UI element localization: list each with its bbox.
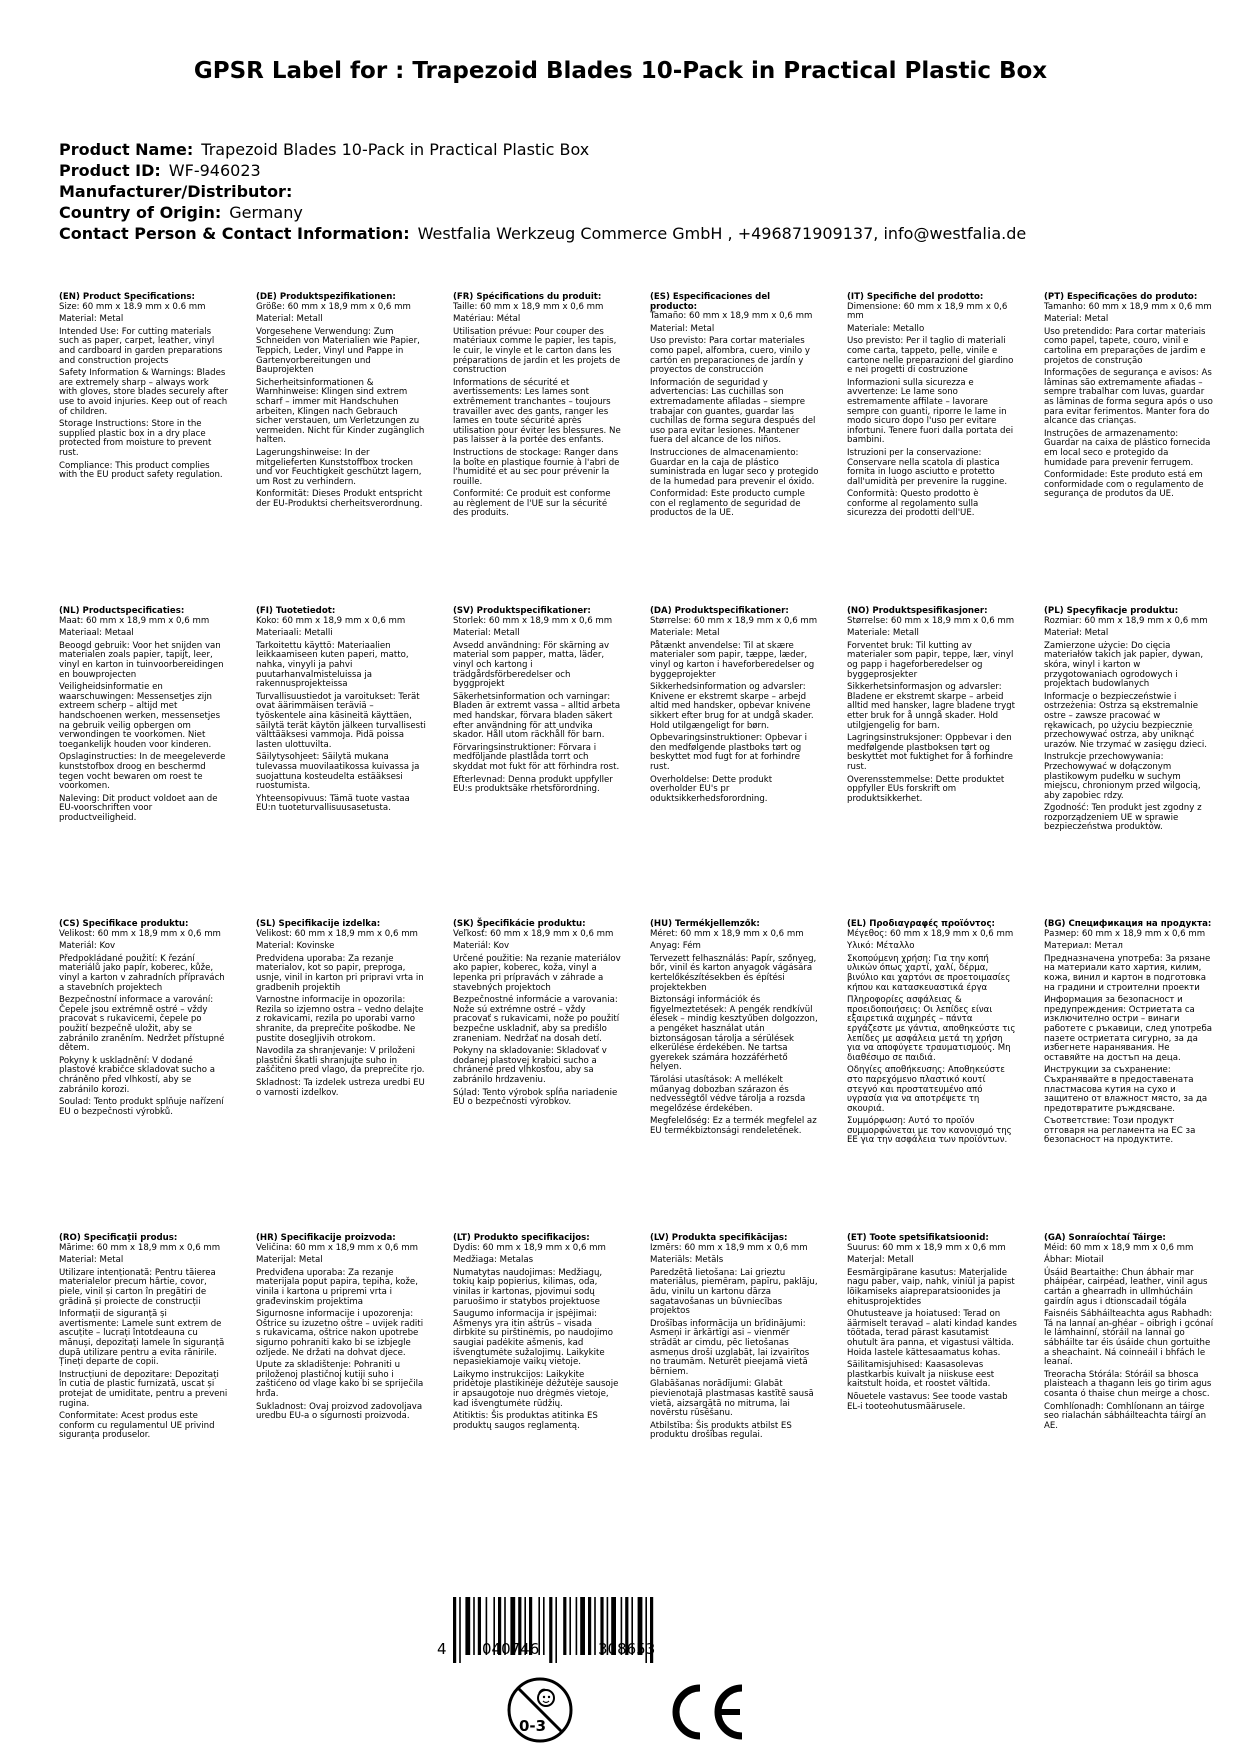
language-heading: (RO) Specificații produs: <box>59 1233 178 1243</box>
language-block <box>847 607 1017 807</box>
language-block <box>256 607 426 817</box>
barcode-bar <box>569 1597 571 1655</box>
language-heading: (NO) Produktspesifikasjoner: <box>847 606 988 616</box>
language-paragraph: Opbevaringsinstruktioner: Opbevar i den medfølgende plastboks tørt og beskyttet mod fugt for at forhindre rust. <box>650 733 807 772</box>
language-paragraph: Materiale: Metall <box>847 628 919 639</box>
language-paragraph: Velikost: 60 mm x 18,9 mm x 0,6 mm <box>59 928 221 939</box>
language-paragraph: Conformità: Questo prodotto è conforme al regolamento sulla sicurezza dei prodotti dell'UE. <box>847 489 979 519</box>
language-paragraph: Materiale: Metal <box>650 628 720 639</box>
language-paragraph: Μέγεθος: 60 mm x 18,9 mm x 0,6 mm <box>847 928 1014 939</box>
language-paragraph: Saugumo informacija ir įspėjimai: Ašmenys yra itin aštrūs – visada dirbkite su pirštinėmis, po naudojimo saugiai padėkite ašmenis, kad išvengtumėte sužalojimų. Laikykite nepasiekiamoje vaikų vietoje. <box>453 1309 614 1368</box>
language-paragraph: Glabāšanas norādījumi: Glabāt pievienotajā plastmasas kastītē sausā vietā, aizsargātā no mitruma, lai novērstu rūsēšanu. <box>650 1379 814 1419</box>
product-id-value: WF-946023 <box>168 161 261 180</box>
language-paragraph: Biztonsági információk és figyelmeztetések: A pengék rendkívül élesek – mindig kesztyűben dolgozzon, a pengéket használat után biztonságosan tárolja a sérülések elkerülése érdekében. Ne tartsa gyerekek számára hozzáférhető helyen. <box>650 995 818 1073</box>
language-paragraph: Påtænkt anvendelse: Til at skære materialer som papir, tæppe, læder, vinyl og karton i haveforberedelser og byggeprojekter <box>650 640 815 680</box>
language-paragraph: Méid: 60 mm x 18,9 mm x 0,6 mm <box>1044 1242 1194 1253</box>
language-paragraph: Matériau: Métal <box>453 314 521 325</box>
language-paragraph: Súlad: Tento výrobok spĺňa nariadenie EÚ o bezpečnosti výrobkov. <box>453 1087 618 1108</box>
language-heading: (SL) Specifikacije izdelka: <box>256 919 381 929</box>
language-heading: (PL) Specyfikacje produktu: <box>1044 606 1179 616</box>
language-paragraph: Predvidena uporaba: Za rezanje materialov, kot so papir, preproga, usnje, vinil in karton pri pripravi vrta in gradbenih projektih <box>256 953 424 993</box>
language-paragraph: Información de seguridad y advertencias: Las cuchillas son extremadamente afiladas – siempre trabajar con guantes, guardar las cuchillas de forma segura después del uso para evitar lesiones. Mantener fuera del alcance de los niños. <box>650 377 816 446</box>
language-block <box>650 920 820 1139</box>
language-paragraph: Instrucțiuni de depozitare: Depozitați în cutia de plastic furnizată, uscat și protejat de umiditate, pentru a preveni rugina. <box>59 1369 228 1409</box>
language-paragraph: Conformidad: Este producto cumple con el reglamento de seguridad de productos de la UE. <box>650 489 805 519</box>
language-heading: (IT) Specifiche del prodotto: <box>847 292 984 302</box>
barcode-bar <box>576 1597 578 1655</box>
language-block <box>453 920 623 1111</box>
language-paragraph: Σκοπούμενη χρήση: Για την κοπή υλικών όπως χαρτί, χαλί, δέρμα, βινύλιο και χαρτόνι σε προετοιμασίες κήπου και κατασκευαστικά έργα <box>847 953 1011 993</box>
language-heading: (DE) Produktspezifikationen: <box>256 292 396 302</box>
language-paragraph: Upute za skladištenje: Pohraniti u priloženoj plastičnoj kutiji suho i zaštićeno od vlage kako bi se spriječila hrđa. <box>256 1360 424 1399</box>
language-paragraph: Materjal: Metall <box>847 1255 914 1266</box>
barcode-bar <box>459 1597 461 1663</box>
language-paragraph: Zgodność: Ten produkt jest zgodny z rozporządzeniem UE w sprawie bezpieczeństwa produktów. <box>1044 803 1202 833</box>
manufacturer-row <box>59 181 1026 202</box>
language-block <box>59 293 229 484</box>
country-value: Germany <box>229 203 303 222</box>
language-paragraph: Πληροφορίες ασφάλειας & προειδοποιήσεις: Οι λεπίδες είναι εξαιρετικά αιχμηρές – πάντα εργάζεστε με γάντια, αποθηκεύστε τις λεπίδες με ασφάλεια μετά τη χρήση για να αποφύγετε τραυματισμούς. Μη διαθέσιμο σε παιδιά. <box>847 995 1016 1063</box>
country-label: Country of Origin: <box>59 203 222 222</box>
language-paragraph: Materiāls: Metāls <box>650 1255 724 1266</box>
page-title: GPSR Label for : Trapezoid Blades 10-Pack in Practical Plastic Box <box>193 58 1048 84</box>
age-0-3-prohibited-icon <box>506 1676 574 1744</box>
language-paragraph: Tamaño: 60 mm x 18,9 mm x 0,6 mm <box>650 311 813 322</box>
language-paragraph: Instrukcje przechowywania: Przechowywać w dołączonym plastikowym pudełku w suchym miejscu, chronionym przed wilgocią, aby zapobiec rdzy. <box>1044 752 1201 801</box>
language-paragraph: Efterlevnad: Denna produkt uppfyller EU:s produktsäke rhetsförordning. <box>453 774 613 795</box>
language-block <box>1044 607 1214 836</box>
language-heading: (ES) Especificaciones del producto: <box>650 292 771 312</box>
barcode-bar <box>473 1597 475 1655</box>
language-paragraph: Säkerhetsinformation och varningar: Bladen är extremt vassa – alltid arbeta med handskar, förvara bladen säkert efter användning för att undvika skador. Håll utom räckhåll för barn. <box>453 691 621 741</box>
barcode-digits-left: 040746 <box>482 1640 540 1658</box>
language-block <box>59 920 229 1120</box>
language-paragraph: Informacje o bezpieczeństwie i ostrzeżenia: Ostrza są ekstremalnie ostre – zawsze pracować w rękawicach, po użyciu bezpiecznie przechowywać ostrza, aby uniknąć urazów. Nie trzymać w zasięgu dzieci. <box>1044 691 1207 750</box>
language-paragraph: Úsáid Beartaithe: Chun ábhair mar pháipéar, cairpéad, leather, vinil agus cartán a ghearradh in ullmhúcháin gairdín agus i dtionscadail tógála <box>1044 1267 1208 1307</box>
language-paragraph: Οδηγίες αποθήκευσης: Αποθηκεύστε στο παρεχόμενο πλαστικό κουτί στεγνό και προστατευμένο από υγρασία για να αποτρέψετε τη σκουριά. <box>847 1065 1005 1114</box>
language-paragraph: Material: Metal <box>1044 314 1109 325</box>
language-paragraph: Safety Information & Warnings: Blades are extremely sharp – always work with gloves, store blades securely after use to avoid injuries. Keep out of reach of children. <box>59 368 229 417</box>
barcode-bar <box>549 1597 552 1663</box>
barcode-bar <box>543 1597 545 1655</box>
language-block <box>1044 1234 1214 1434</box>
language-paragraph: Size: 60 mm x 18.9 mm x 0.6 mm <box>59 301 206 312</box>
language-paragraph: Megfelelőség: Ez a termék megfelel az EU termékbiztonsági rendeletének. <box>650 1116 817 1136</box>
language-paragraph: Sigurnosne informacije i upozorenja: Oštrice su izuzetno oštre – uvijek raditi s rukavicama, oštrice nakon upotrebe sigurno pohraniti kako bi se izbjegle ozljede. Ne držati na dohvat djece. <box>256 1309 424 1358</box>
language-block <box>650 1234 820 1444</box>
language-block <box>453 1234 623 1434</box>
language-paragraph: Opslaginstructies: In de meegeleverde kunststofbox droog en beschermd tegen vocht bewaren om roest te voorkomen. <box>59 752 226 792</box>
language-block <box>1044 293 1214 503</box>
language-paragraph: Anyag: Fém <box>650 941 701 952</box>
language-paragraph: Съответствие: Този продукт отговаря на регламента на ЕС за безопасност на продуктите. <box>1044 1116 1196 1146</box>
language-paragraph: Material: Metal <box>59 314 124 325</box>
language-paragraph: Materiaali: Metalli <box>256 628 333 639</box>
language-paragraph: Utilisation prévue: Pour couper des matériaux comme le papier, les tapis, le cuir, le vinyle et le carton dans les préparations de jardin et les projets de construction <box>453 326 621 376</box>
language-paragraph: Předpokládané použití: K řezání materiálů jako papír, koberec, kůže, vinyl a karton v zahradních přípravách a stavebních projektech <box>59 953 225 993</box>
language-paragraph: Laikymo instrukcijos: Laikykite pridėtoje plastikinėje dėžutėje sausoje ir apsaugotoje nuo drėgmės vietoje, kad išvengtumėte rūdžių. <box>453 1369 619 1409</box>
language-paragraph: Material: Metal <box>650 323 715 334</box>
language-paragraph: Overensstemmelse: Dette produktet oppfyller EUs forskrift om produktsikkerhet. <box>847 774 1005 804</box>
language-paragraph: Storage Instructions: Store in the supplied plastic box in a dry place protected from moisture to prevent rust. <box>59 419 212 458</box>
language-paragraph: Инструкции за съхранение: Съхранявайте в предоставената пластмасова кутия на сухо и защитено от влажност място, за да предотвратите ръждясване. <box>1044 1065 1208 1114</box>
language-block <box>847 293 1017 522</box>
barcode-bar <box>478 1597 481 1655</box>
language-heading: (PT) Especificações do produto: <box>1044 292 1198 302</box>
language-paragraph: Conformitate: Acest produs este conform cu regulamentul UE privind siguranța produselor. <box>59 1411 215 1441</box>
language-paragraph: Информация за безопасност и предупреждения: Остриетата са изключително остри – винаги работете с ръкавици, след употреба пазете остриетата сигурно, за да избегнете наранявания. Не оставяйте на достъп на деца. <box>1044 995 1213 1063</box>
language-paragraph: Varnostne informacije in opozorila: Rezila so izjemno ostra – vedno delajte z rokavicami, rezila po uporabi varno shranite, da preprečite poškodbe. Ne pustite dosegljivih otrokom. <box>256 995 424 1044</box>
product-id-label: Product ID: <box>59 161 161 180</box>
language-block <box>256 1234 426 1425</box>
language-paragraph: Veľkosť: 60 mm x 18,9 mm x 0,6 mm <box>453 928 614 939</box>
language-paragraph: Materiaal: Metaal <box>59 628 134 639</box>
svg-text:0-3: 0-3 <box>519 1717 547 1735</box>
language-block <box>847 1234 1017 1415</box>
language-block <box>59 607 229 826</box>
language-paragraph: Informações de segurança e avisos: As lâminas são extremamente afiadas – sempre trabalhar com luvas, guardar as lâminas de forma segura após o uso para evitar ferimentos. Manter fora do alcance das crianças. <box>1044 368 1213 427</box>
language-paragraph: Forventet bruk: Til kutting av materialer som papir, teppe, lær, vinyl og papp i hageforberedelser og byggeprosjekter <box>847 640 1014 680</box>
barcode-digits-right: 308653 <box>598 1640 656 1658</box>
language-paragraph: Uso previsto: Para cortar materiales como papel, alfombra, cuero, vinilo y cartón en preparaciones de jardín y proyectos de construcción <box>650 336 810 376</box>
language-heading: (GA) Sonraíochtaí Táirge: <box>1044 1233 1166 1243</box>
language-block <box>1044 920 1214 1149</box>
language-paragraph: Размер: 60 mm x 18,9 mm x 0,6 mm <box>1044 928 1206 939</box>
language-paragraph: Numatytas naudojimas: Medžiagų, tokių kaip popierius, kilimas, oda, vinilas ir kartonas, pjovimui sodų paruošimo ir statybos projektuose <box>453 1267 603 1307</box>
country-row <box>59 202 1026 223</box>
language-block <box>650 607 820 807</box>
manufacturer-label: Manufacturer/Distributor: <box>59 182 293 201</box>
barcode-bar <box>563 1597 566 1655</box>
language-paragraph: Izmērs: 60 mm x 18,9 mm x 0,6 mm <box>650 1242 808 1253</box>
language-block <box>847 920 1017 1149</box>
product-info <box>59 139 1026 244</box>
language-paragraph: Sikkerhedsinformation og advarsler: Knivene er ekstremt skarpe – arbejd altid med handsker, opbevar knivene sikkert efter brug for at undgå skader. Hold utilgængeligt for børn. <box>650 682 814 731</box>
language-paragraph: Material: Metal <box>59 1255 124 1266</box>
language-paragraph: Предназначена употреба: За рязане на материали като хартия, килим, кожа, винил и картон в подготовка на градини и строителни проекти <box>1044 953 1211 993</box>
barcode-bar <box>555 1597 557 1663</box>
language-block <box>59 1234 229 1444</box>
language-paragraph: Nõuetele vastavus: See toode vastab EL-i tooteohutusmäärusele. <box>847 1391 1008 1412</box>
language-paragraph: Ohutusteave ja hoiatused: Terad on äärmiselt teravad – alati kindad kandes töötada, terad pärast kasutamist ohutult ära panna, et vigastusi vältida. Hoida lastele kättesaamatus kohas. <box>847 1309 1017 1358</box>
language-paragraph: Comhlíonadh: Comhlíonann an táirge seo rialachán sábháilteachta táirgí an AE. <box>1044 1401 1207 1431</box>
language-paragraph: Pokyny k uskladnění: V dodané plastové krabičce skladovat sucho a chráněno před vlhkostí, aby se zabránilo korozi. <box>59 1055 216 1095</box>
language-paragraph: Tarkoitettu käyttö: Materiaalien leikkaamiseen kuten paperi, matto, nahka, vinyyli ja pahvi puutarhanvalmisteluissa ja rakennusprojekteissa <box>256 640 409 690</box>
language-paragraph: Bezpečnostní informace a varování: Čepele jsou extrémně ostré – vždy pracovat s rukavicemi, čepele po použití bezpečně uložit, aby se zabránilo zraněním. Nedržet přístupné dětem. <box>59 995 225 1054</box>
language-paragraph: Faisnéis Sábháilteachta agus Rabhadh: Tá na lannaí an-ghéar – oibrigh i gcónaí le lámhainní, stóráil na lannaí go sábháilte tar éis úsáide chun gortuithe a sheachaint. Ná coinneáil i bhfách le leanaí. <box>1044 1309 1214 1368</box>
language-paragraph: Dydis: 60 mm x 18,9 mm x 0,6 mm <box>453 1242 606 1253</box>
language-paragraph: Lagringsinstruksjoner: Oppbevar i den medfølgende plastboksen tørt og beskyttet mot fuktighet for å forhindre rust. <box>847 733 1013 772</box>
language-paragraph: Veličina: 60 mm x 18,9 mm x 0,6 mm <box>256 1242 418 1253</box>
product-name-value: Trapezoid Blades 10-Pack in Practical Plastic Box <box>201 140 590 159</box>
language-paragraph: Velikost: 60 mm x 18,9 mm x 0,6 mm <box>256 928 418 939</box>
language-paragraph: Treoracha Stórála: Stóráil sa bhosca plaisteach a thagann leis go tirim agus cosanta ó thaise chun meirge a chosc. <box>1044 1369 1212 1399</box>
language-paragraph: Navodila za shranjevanje: V priloženi plastični škatli shranjujte suho in zaščiteno pred vlago, da preprečite rjo. <box>256 1046 425 1076</box>
language-paragraph: Yhteensopivuus: Tämä tuote vastaa EU:n tuoteturvallisuusasetusta. <box>256 793 410 814</box>
language-heading: (FR) Spécifications du produit: <box>453 292 602 302</box>
language-paragraph: Maat: 60 mm x 18,9 mm x 0,6 mm <box>59 615 210 626</box>
language-heading: (BG) Спецификация на продукта: <box>1044 919 1212 929</box>
language-paragraph: Mărime: 60 mm x 18,9 mm x 0,6 mm <box>59 1242 221 1253</box>
language-heading: (FI) Tuotetiedot: <box>256 606 336 616</box>
language-paragraph: Drošības informācija un brīdinājumi: Asmeņi ir ārkārtīgi asi – vienmēr strādāt ar cimdu, pēc lietošanas asmeņus droši uzglabāt, lai izvairītos no traumām. Neturēt pieejamā vietā bērniem. <box>650 1318 810 1377</box>
language-heading: (DA) Produktspecifikationer: <box>650 606 789 616</box>
language-paragraph: Pokyny na skladovanie: Skladovať v dodanej plastovej krabici sucho a chránené pred vlhkosťou, aby sa zabránilo hrdzaveniu. <box>453 1046 607 1085</box>
language-paragraph: Suurus: 60 mm x 18,9 mm x 0,6 mm <box>847 1242 1006 1253</box>
language-paragraph: Ábhar: Miotail <box>1044 1255 1104 1266</box>
language-paragraph: Tamanho: 60 mm x 18,9 mm x 0,6 mm <box>1044 301 1212 312</box>
language-paragraph: Materiál: Kov <box>59 941 116 952</box>
language-heading: (CS) Specifikace produktu: <box>59 919 189 929</box>
ce-mark-icon <box>668 1682 750 1742</box>
language-block <box>650 293 820 522</box>
product-id-row <box>59 160 1026 181</box>
language-paragraph: Lagerungshinweise: In der mitgelieferten Kunststoffbox trocken und vor Feuchtigkeit geschützt lagern, um Rost zu verhindern. <box>256 447 422 487</box>
language-paragraph: Informații de siguranță și avertismente: Lamele sunt extrem de ascuțite – lucrați întotdeauna cu mănuși, depozitați lamele în siguranță după utilizare pentru a evita rănirile. Țineți departe de copii. <box>59 1309 225 1368</box>
language-paragraph: Vorgesehene Verwendung: Zum Schneiden von Materialien wie Papier, Teppich, Leder, Vinyl und Pappe in Gartenvorbereitungen und Bauprojekten <box>256 326 420 376</box>
language-paragraph: Skladnost: Ta izdelek ustreza uredbi EU o varnosti izdelkov. <box>256 1077 425 1098</box>
language-paragraph: Instruções de armazenamento: Guardar na caixa de plástico fornecida em local seco e protegido da humidade para prevenir ferrugem. <box>1044 428 1211 468</box>
language-paragraph: Atitiktis: Šis produktas atitinka ES produktų saugos reglamentą. <box>453 1411 598 1431</box>
language-paragraph: Materiál: Kov <box>453 941 510 952</box>
language-paragraph: Veiligheidsinformatie en waarschuwingen: Messensetjes zijn extreem scherp – altijd met handschoenen werken, messensetjes na gebruik veilig opbergen om verwondingen te voorkomen. Niet toegankelijk houden voor kinderen. <box>59 682 221 750</box>
language-paragraph: Sikkerhetsinformasjon og advarsler: Bladene er ekstremt skarpe – arbeid alltid med hansker, lagre bladene trygt etter bruk for å unngå skader. Hold utilgjengelig for barn. <box>847 682 1016 731</box>
language-paragraph: Méret: 60 mm x 18,9 mm x 0,6 mm <box>650 928 804 939</box>
language-paragraph: Overholdelse: Dette produkt overholder EU's pr oduktsikkerhedsforordning. <box>650 774 773 804</box>
language-paragraph: Material: Metall <box>453 628 520 639</box>
language-heading: (HR) Specifikacije proizvoda: <box>256 1233 396 1243</box>
language-paragraph: Материал: Метал <box>1044 941 1123 952</box>
language-paragraph: Turvallisuustiedot ja varoitukset: Terät ovat äärimmäisen teräviä – työskentele aina käsineitä käyttäen, säilytä terät käytön jälkeen turvallisesti välttääksesi vammoja. Pidä poissa lasten ulottuvilta. <box>256 691 426 750</box>
language-heading: (ET) Toote spetsifikatsioonid: <box>847 1233 989 1243</box>
barcode-bar <box>594 1597 596 1655</box>
language-paragraph: Material: Metall <box>256 314 323 325</box>
language-paragraph: Istruzioni per la conservazione: Conservare nella scatola di plastica fornita in luogo asciutto e protetto dall'umidità per prevenire la ruggine. <box>847 447 1008 487</box>
language-paragraph: Material: Kovinske <box>256 941 335 952</box>
language-paragraph: Sicherheitsinformationen & Warnhinweise: Klingen sind extrem scharf – immer mit Handschuhen arbeiten, Klingen nach Gebrauch sicher verstauen, um Verletzungen zu vermeiden. Nicht für Kinder zugänglich halten. <box>256 377 425 446</box>
language-paragraph: Sukladnost: Ovaj proizvod zadovoljava uredbu EU-a o sigurnosti proizvoda. <box>256 1401 423 1422</box>
barcode-bar <box>588 1597 591 1655</box>
language-paragraph: Konformität: Dieses Produkt entspricht der EU-Produktsi cherheitsverordnung. <box>256 489 423 509</box>
barcode-bar <box>465 1597 470 1655</box>
language-paragraph: Materijal: Metal <box>256 1255 323 1266</box>
language-heading: (LV) Produkta specifikācijas: <box>650 1233 788 1243</box>
language-paragraph: Conformidade: Este produto está em conformidade com o regulamento de segurança de produtos da UE. <box>1044 470 1204 500</box>
barcode-digit-first: 4 <box>437 1640 447 1658</box>
language-heading: (NL) Productspecificaties: <box>59 606 185 616</box>
barcode-bar <box>453 1597 456 1663</box>
language-paragraph: Dimensione: 60 mm x 18,9 mm x 0,6 mm <box>847 301 1008 322</box>
language-paragraph: Tárolási utasítások: A mellékelt műanyag dobozban szárazon és nedvességtől védve tárolja a rozsda megelőzése érdekében. <box>650 1074 806 1114</box>
language-paragraph: Soulad: Tento produkt splňuje nařízení EU o bezpečnosti výrobků. <box>59 1097 224 1117</box>
product-name-row <box>59 139 1026 160</box>
language-paragraph: Taille: 60 mm x 18,9 mm x 0,6 mm <box>453 301 604 312</box>
language-block <box>453 607 623 798</box>
language-heading: (EN) Product Specifications: <box>59 292 195 302</box>
language-paragraph: Materiał: Metal <box>1044 628 1109 639</box>
language-block <box>256 293 426 512</box>
language-heading: (HU) Termékjellemzők: <box>650 919 760 929</box>
language-paragraph: Säilytysohjeet: Säilytä mukana tulevassa muovilaatikossa kuivassa ja suojattuna kosteudelta estääksesi ruostumista. <box>256 752 420 792</box>
language-paragraph: Bezpečnostné informácie a varovania: Nože sú extrémne ostré – vždy pracovať s rukavicami, nože po použití bezpečne uskladniť, aby sa predišlo zraneniam. Nedržať na dosah detí. <box>453 995 620 1044</box>
language-paragraph: Utilizare intenționată: Pentru tăierea materialelor precum hârtie, covor, piele, vinil și carton în pregătiri de grădină și proiecte de construcții <box>59 1267 216 1307</box>
language-paragraph: Säilitamisjuhised: Kaasasolevas plastkarbis kuivalt ja niiskuse eest kaitstult hoida, et roostet vältida. <box>847 1360 995 1390</box>
barcode-bar <box>580 1597 585 1655</box>
language-paragraph: Materiale: Metallo <box>847 323 925 334</box>
contact-value: Westfalia Werkzeug Commerce GmbH , +496871909137, info@westfalia.de <box>417 224 1027 243</box>
language-paragraph: Størrelse: 60 mm x 18,9 mm x 0,6 mm <box>847 615 1015 626</box>
language-paragraph: Størrelse: 60 mm x 18,9 mm x 0,6 mm <box>650 615 818 626</box>
language-paragraph: Určené použitie: Na rezanie materiálov ako papier, koberec, koža, vinyl a lepenka pri prípravách v záhrade a stavebných projektoch <box>453 953 621 993</box>
language-paragraph: Storlek: 60 mm x 18,9 mm x 0,6 mm <box>453 615 613 626</box>
language-paragraph: Paredzētā lietošana: Lai grieztu materiālus, piemēram, papīru, paklāju, ādu, vinilu un kartonu dārza sagatavošanas un būvniecības projektos <box>650 1267 818 1317</box>
language-paragraph: Eesmärgipärane kasutus: Materjalide nagu paber, vaip, nahk, viniül ja papist lõikamiseks aiapreparatsioonides ja ehitusprojektides <box>847 1267 1015 1307</box>
language-paragraph: Beoogd gebruik: Voor het snijden van materialen zoals papier, tapijt, leer, vinyl en karton in tuinvoorbereidingen en bouwprojecten <box>59 640 224 680</box>
product-name-label: Product Name: <box>59 140 194 159</box>
language-paragraph: Informations de sécurité et avertissements: Les lames sont extrêmement tranchantes – toujours travailler avec des gants, ranger les lames en toute sécurité après utilisation pour éviter les blessures. Ne pas laisser à la portée des enfants. <box>453 377 621 446</box>
language-paragraph: Συμμόρφωση: Αυτό το προϊόν συμμορφώνεται με τον κανονισμό της ΕΕ για την ασφάλεια των προϊόντων. <box>847 1116 1012 1146</box>
language-paragraph: Atbilstība: Šis produkts atbilst ES produktu drošības regulai. <box>650 1420 792 1441</box>
contact-label: Contact Person & Contact Information: <box>59 224 410 243</box>
language-block <box>256 920 426 1101</box>
language-paragraph: Instrucciones de almacenamiento: Guardar en la caja de plástico suministrada en lugar seco y protegido de la humedad para prevenir el óxido. <box>650 447 819 487</box>
language-paragraph: Predviđena uporaba: Za rezanje materijala poput papira, tepiha, kože, vinila i kartona u pripremi vrta i građevinskim projektima <box>256 1267 418 1307</box>
language-paragraph: Avsedd användning: För skärning av material som papper, matta, läder, vinyl och kartong i trädgårdsförberedelser och byggprojekt <box>453 640 610 690</box>
language-block <box>453 293 623 522</box>
language-paragraph: Größe: 60 mm x 18,9 mm x 0,6 mm <box>256 301 411 312</box>
language-paragraph: Förvaringsinstruktioner: Förvara i medföljande plastlåda torrt och skyddat mot fukt för att förhindra rost. <box>453 742 620 772</box>
language-paragraph: Informazioni sulla sicurezza e avvertenze: Le lame sono estremamente affilate – lavorare sempre con guanti, riporre le lame in modo sicuro dopo l'uso per evitare infortuni. Tenere fuori dalla portata dei bambini. <box>847 377 1014 446</box>
language-paragraph: Compliance: This product complies with the EU product safety regulation. <box>59 460 223 481</box>
language-paragraph: Uso pretendido: Para cortar materiais como papel, tapete, couro, vinil e cartolina em preparações de jardim e projetos de construção <box>1044 326 1206 366</box>
language-heading: (SK) Špecifikácie produktu: <box>453 919 586 929</box>
language-paragraph: Naleving: Dit product voldoet aan de EU-voorschriften voor productveiligheid. <box>59 793 218 823</box>
language-paragraph: Uso previsto: Per il taglio di materiali come carta, tappeto, pelle, vinile e cartone nelle preparazioni del giardino e nei progetti di costruzione <box>847 336 1014 376</box>
language-paragraph: Zamierzone użycie: Do cięcia materiałów takich jak papier, dywan, skóra, winyl i karton w przygotowaniach ogrodowych i projektach budowlanych <box>1044 640 1204 690</box>
language-paragraph: Tervezett felhasználás: Papír, szőnyeg, bőr, vinil és karton anyagok vágására kertelőkészítésekben és építési projektekben <box>650 953 817 993</box>
language-heading: (SV) Produktspecifikationer: <box>453 606 591 616</box>
language-paragraph: Rozmiar: 60 mm x 18,9 mm x 0,6 mm <box>1044 615 1208 626</box>
language-heading: (LT) Produkto specifikacijos: <box>453 1233 590 1243</box>
language-heading: (EL) Προδιαγραφές προϊόντος: <box>847 919 995 929</box>
language-paragraph: Koko: 60 mm x 18,9 mm x 0,6 mm <box>256 615 406 626</box>
language-paragraph: Instructions de stockage: Ranger dans la boîte en plastique fournie à l'abri de l'humidité et au sec pour prévenir la rouille. <box>453 447 620 487</box>
language-paragraph: Υλικό: Μέταλλο <box>847 941 915 952</box>
contact-row <box>59 223 1026 244</box>
language-paragraph: Conformité: Ce produit est conforme au règlement de l'UE sur la sécurité des produits. <box>453 489 611 519</box>
language-paragraph: Medžiaga: Metalas <box>453 1255 534 1266</box>
language-paragraph: Intended Use: For cutting materials such as paper, carpet, leather, vinyl and cardboard in garden preparations and construction projects <box>59 326 223 366</box>
